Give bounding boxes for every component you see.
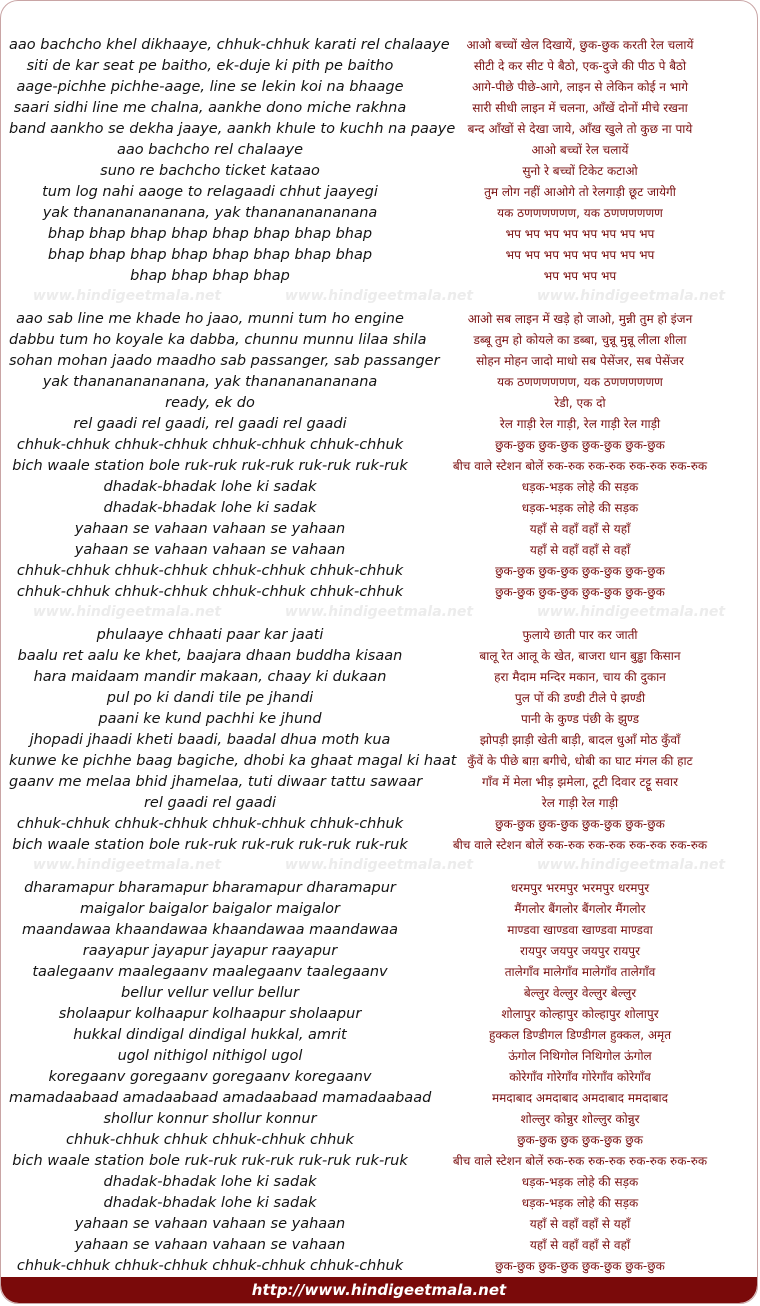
- lyric-line: [1, 393, 757, 414]
- lyric-hindi: बालू रेत आलू के खेत, बाजरा धान बुड्ढा किसान: [479, 649, 681, 663]
- lyric-hindi: बीच वाले स्टेशन बोलें रुक-रुक रुक-रुक रुक-रुक रुक-रुक: [452, 1154, 708, 1168]
- lyric-hindi: यक ठणणणणणण, यक ठणणणणणण: [497, 206, 663, 220]
- lyric-hindi: कोरेगाँव गोरेगाँव गोरेगाँव कोरेगाँव: [509, 1070, 651, 1084]
- lyric-roman: maigalor baigalor baigalor maigalor: [80, 901, 340, 917]
- lyric-hindi: यहाँ से वहाँ वहाँ से वहाँ: [529, 1238, 631, 1252]
- lyric-roman: dabbu tum ho koyale ka dabba, chunnu munnu lilaa shila: [9, 332, 427, 348]
- stanza-gap: [1, 287, 757, 309]
- watermark-text: www.hindigeetmala.net: [536, 857, 726, 873]
- lyric-line: [1, 1088, 757, 1109]
- lyric-line: [1, 1046, 757, 1067]
- lyric-line: [1, 56, 757, 77]
- lyric-line: [1, 1067, 757, 1088]
- lyric-roman: ready, ek do: [165, 395, 255, 411]
- lyric-hindi: सोहन मोहन जादो माधो सब पेसेंजर, सब पेसेंजर: [476, 354, 684, 368]
- lyric-roman: baalu ret aalu ke khet, baajara dhaan buddha kisaan: [17, 648, 403, 664]
- lyric-roman: aao sab line me khade ho jaao, munni tum ho engine: [16, 311, 404, 327]
- lyric-line: [1, 245, 757, 266]
- lyric-line: [1, 224, 757, 245]
- lyric-line: [1, 793, 757, 814]
- watermark-text: www.hindigeetmala.net: [32, 288, 222, 304]
- watermark-text: www.hindigeetmala.net: [32, 604, 222, 620]
- lyrics-body: [1, 35, 757, 1277]
- lyric-roman: paani ke kund pachhi ke jhund: [98, 711, 322, 727]
- lyric-hindi: मैंगलोर बैंगलोर बैंगलोर मैंगलोर: [514, 902, 646, 916]
- lyric-roman: saari sidhi line me chalna, aankhe dono miche rakhna: [13, 100, 407, 116]
- lyric-line: [1, 878, 757, 899]
- lyric-line: [1, 709, 757, 730]
- lyric-roman: sholaapur kolhaapur kolhaapur sholaapur: [58, 1006, 362, 1022]
- lyric-line: [1, 266, 757, 287]
- lyric-line: [1, 119, 757, 140]
- watermark-text: www.hindigeetmala.net: [536, 288, 726, 304]
- lyric-roman: bich waale station bole ruk-ruk ruk-ruk ruk-ruk ruk-ruk: [12, 837, 408, 853]
- lyric-line: [1, 309, 757, 330]
- lyric-roman: shollur konnur shollur konnur: [103, 1111, 317, 1127]
- lyric-roman: kunwe ke pichhe baag bagiche, dhobi ka ghaat magal ki haat: [9, 753, 457, 769]
- lyric-line: [1, 203, 757, 224]
- lyric-hindi: छुक-छुक छुक-छुक छुक-छुक छुक-छुक: [495, 817, 665, 831]
- lyric-line: [1, 35, 757, 56]
- lyric-hindi: ऊंगोल निथिगोल निथिगोल ऊंगोल: [508, 1049, 652, 1063]
- watermark-text: www.hindigeetmala.net: [536, 604, 726, 620]
- lyric-hindi: सारी सीधी लाइन में चलना, आँखें दोनों मीचे रखना: [472, 101, 688, 115]
- lyric-roman: chhuk-chhuk chhuk chhuk-chhuk chhuk: [66, 1132, 354, 1148]
- lyric-line: [1, 561, 757, 582]
- lyric-roman: yak thanananananana, yak thanananananana: [42, 205, 378, 221]
- lyric-hindi: रेडी, एक दो: [554, 396, 606, 410]
- lyric-hindi: आओ सब लाइन में खड़े हो जाओ, मुन्नी तुम हो इंजन: [467, 312, 693, 326]
- lyric-roman: bhap bhap bhap bhap bhap bhap bhap bhap: [47, 226, 373, 242]
- lyric-hindi: धरमपुर भरमपुर भरमपुर धरमपुर: [510, 881, 650, 895]
- lyric-hindi: डब्बू तुम हो कोयले का डब्बा, चुन्नू मुन्नू लीला शीला: [473, 333, 687, 347]
- lyric-roman: raayapur jayapur jayapur raayapur: [82, 943, 338, 959]
- lyric-hindi: बेल्लुर वेल्लुर वेल्लुर बेल्लुर: [523, 986, 637, 1000]
- lyric-roman: dhadak-bhadak lohe ki sadak: [103, 1174, 317, 1190]
- lyric-roman: jhopadi jhaadi kheti baadi, baadal dhua moth kua: [29, 732, 391, 748]
- lyric-roman: siti de kar seat pe baitho, ek-duje ki pith pe baitho: [26, 58, 394, 74]
- footer-url-bar[interactable]: [1, 1277, 757, 1303]
- lyric-hindi: रेल गाड़ी रेल गाड़ी, रेल गाड़ी रेल गाड़ी: [499, 417, 661, 431]
- lyric-roman: bhap bhap bhap bhap: [130, 268, 290, 284]
- lyric-roman: chhuk-chhuk chhuk-chhuk chhuk-chhuk chhuk-chhuk: [16, 563, 404, 579]
- lyric-hindi: हरा मैदाम मन्दिर मकान, चाय की दुकान: [494, 670, 666, 684]
- watermark-text: www.hindigeetmala.net: [32, 857, 222, 873]
- lyric-roman: sohan mohan jaado maadho sab passanger, sab passanger: [9, 353, 440, 369]
- watermark-text: www.hindigeetmala.net: [284, 604, 474, 620]
- lyric-hindi: धड़क-भड़क लोहे की सड़क: [521, 480, 639, 494]
- lyric-hindi: रेल गाड़ी रेल गाड़ी: [541, 796, 619, 810]
- lyric-roman: maandawaa khaandawaa khaandawaa maandawaa: [22, 922, 398, 938]
- lyric-line: [1, 182, 757, 203]
- lyric-roman: bich waale station bole ruk-ruk ruk-ruk ruk-ruk ruk-ruk: [12, 1153, 408, 1169]
- lyric-hindi: आओ बच्चों रेल चलायें: [531, 143, 629, 157]
- lyric-roman: yahaan se vahaan vahaan se yahaan: [74, 1216, 346, 1232]
- lyric-hindi: यहाँ से वहाँ वहाँ से यहाँ: [529, 522, 631, 536]
- lyric-line: [1, 1004, 757, 1025]
- lyric-roman: suno re bachcho ticket kataao: [100, 163, 320, 179]
- lyric-line: [1, 941, 757, 962]
- lyric-line: [1, 751, 757, 772]
- lyric-roman: gaanv me melaa bhid jhamelaa, tuti diwaar tattu sawaar: [9, 774, 423, 790]
- lyric-line: [1, 983, 757, 1004]
- stanza: [1, 625, 757, 856]
- lyric-line: [1, 1025, 757, 1046]
- lyric-roman: koregaanv goregaanv goregaanv koregaanv: [48, 1069, 372, 1085]
- lyric-hindi: छुक-छुक छुक-छुक छुक-छुक छुक-छुक: [495, 564, 665, 578]
- lyric-roman: bellur vellur vellur bellur: [121, 985, 299, 1001]
- stanza: [1, 35, 757, 287]
- lyric-line: [1, 330, 757, 351]
- lyric-roman: rel gaadi rel gaadi: [143, 795, 277, 811]
- lyric-hindi: बन्द आँखों से देखा जाये, आँख खुले तो कुछ ना पाये: [467, 122, 693, 136]
- lyric-roman: mamadaabaad amadaabaad amadaabaad mamadaabaad: [9, 1090, 432, 1106]
- lyric-hindi: यहाँ से वहाँ वहाँ से यहाँ: [529, 1217, 631, 1231]
- lyric-line: [1, 540, 757, 561]
- lyric-hindi: आओ बच्चों खेल दिखायें, छुक-छुक करती रेल चलायें: [466, 38, 694, 52]
- footer-url[interactable]: http://www.hindigeetmala.net: [251, 1281, 507, 1299]
- lyric-line: [1, 435, 757, 456]
- stanza-gap: [1, 603, 757, 625]
- lyric-roman: bich waale station bole ruk-ruk ruk-ruk ruk-ruk ruk-ruk: [12, 458, 408, 474]
- lyric-roman: pul po ki dandi tile pe jhandi: [106, 690, 314, 706]
- lyric-line: [1, 372, 757, 393]
- lyric-roman: dhadak-bhadak lohe ki sadak: [103, 1195, 317, 1211]
- lyric-hindi: यक ठणणणणणण, यक ठणणणणणण: [497, 375, 663, 389]
- lyric-roman: dhadak-bhadak lohe ki sadak: [103, 500, 317, 516]
- lyric-roman: hukkal dindigal dindigal hukkal, amrit: [73, 1027, 347, 1043]
- lyric-hindi: झोपड़ी झाड़ी खेती बाड़ी, बादल धुआँ मोठ कुँवाँ: [479, 733, 681, 747]
- lyric-roman: hara maidaam mandir makaan, chaay ki dukaan: [33, 669, 387, 685]
- lyric-line: [1, 519, 757, 540]
- lyric-roman: tum log nahi aaoge to relagaadi chhut jaayegi: [42, 184, 378, 200]
- lyric-line: [1, 140, 757, 161]
- lyric-hindi: धड़क-भड़क लोहे की सड़क: [521, 1196, 639, 1210]
- lyric-hindi: माण्डवा खाण्डवा खाण्डवा माण्डवा: [507, 923, 653, 937]
- lyric-hindi: बीच वाले स्टेशन बोलें रुक-रुक रुक-रुक रुक-रुक रुक-रुक: [452, 838, 708, 852]
- lyric-roman: phulaaye chhaati paar kar jaati: [96, 627, 324, 643]
- watermark-text: www.hindigeetmala.net: [284, 857, 474, 873]
- lyric-hindi: छुक-छुक छुक छुक-छुक छुक: [517, 1133, 643, 1147]
- lyric-hindi: छुक-छुक छुक-छुक छुक-छुक छुक-छुक: [495, 585, 665, 599]
- lyric-line: [1, 582, 757, 603]
- lyric-line: [1, 920, 757, 941]
- lyric-roman: ugol nithigol nithigol ugol: [117, 1048, 303, 1064]
- lyric-line: [1, 351, 757, 372]
- lyric-hindi: धड़क-भड़क लोहे की सड़क: [521, 501, 639, 515]
- lyric-roman: aage-pichhe pichhe-aage, line se lekin koi na bhaage: [16, 79, 404, 95]
- lyric-line: [1, 688, 757, 709]
- lyric-hindi: भप भप भप भप: [543, 269, 617, 283]
- lyric-line: [1, 1130, 757, 1151]
- lyric-line: [1, 772, 757, 793]
- lyric-roman: chhuk-chhuk chhuk-chhuk chhuk-chhuk chhuk-chhuk: [16, 584, 404, 600]
- lyric-hindi: आगे-पीछे पीछे-आगे, लाइन से लेकिन कोई न भागे: [471, 80, 689, 94]
- lyric-line: [1, 730, 757, 751]
- lyric-hindi: तालेगाँव मालेगाँव मालेगाँव तालेगाँव: [504, 965, 656, 979]
- lyric-line: [1, 1172, 757, 1193]
- lyric-hindi: फुलाये छाती पार कर जाती: [522, 628, 638, 642]
- lyric-hindi: गाँव में मेला भीड़ झमेला, टूटी दिवार टट्टू सवार: [481, 775, 678, 789]
- lyric-roman: taalegaanv maalegaanv maalegaanv taalegaanv: [32, 964, 388, 980]
- lyric-hindi: पुल पों की डण्डी टीले पे झण्डी: [514, 691, 646, 705]
- lyric-roman: yahaan se vahaan vahaan se vahaan: [74, 542, 346, 558]
- lyric-roman: chhuk-chhuk chhuk-chhuk chhuk-chhuk chhuk-chhuk: [16, 1258, 404, 1274]
- lyric-line: [1, 646, 757, 667]
- lyric-hindi: छुक-छुक छुक-छुक छुक-छुक छुक-छुक: [495, 438, 665, 452]
- lyric-hindi: यहाँ से वहाँ वहाँ से वहाँ: [529, 543, 631, 557]
- lyric-hindi: सुनो रे बच्चों टिकेट कटाओ: [522, 164, 638, 178]
- lyric-roman: bhap bhap bhap bhap bhap bhap bhap bhap: [47, 247, 373, 263]
- lyric-line: [1, 814, 757, 835]
- lyric-roman: chhuk-chhuk chhuk-chhuk chhuk-chhuk chhuk-chhuk: [16, 816, 404, 832]
- lyric-line: [1, 498, 757, 519]
- lyric-line: [1, 1256, 757, 1277]
- watermark-text: www.hindigeetmala.net: [284, 288, 474, 304]
- lyric-line: [1, 161, 757, 182]
- lyric-roman: aao bachcho khel dikhaaye, chhuk-chhuk karati rel chalaaye: [9, 37, 450, 53]
- lyric-line: [1, 625, 757, 646]
- lyric-hindi: बीच वाले स्टेशन बोलें रुक-रुक रुक-रुक रुक-रुक रुक-रुक: [452, 459, 708, 473]
- lyric-line: [1, 1193, 757, 1214]
- lyric-hindi: ममदाबाद अमदाबाद अमदाबाद ममदाबाद: [491, 1091, 669, 1105]
- lyric-roman: yak thanananananana, yak thanananananana: [42, 374, 378, 390]
- lyric-roman: dhadak-bhadak lohe ki sadak: [103, 479, 317, 495]
- lyric-hindi: शोलापुर कोल्हापुर कोल्हापुर शोलापुर: [501, 1007, 659, 1021]
- lyric-roman: aao bachcho rel chalaaye: [116, 142, 303, 158]
- lyric-hindi: धड़क-भड़क लोहे की सड़क: [521, 1175, 639, 1189]
- lyric-line: [1, 835, 757, 856]
- lyric-hindi: भप भप भप भप भप भप भप भप: [505, 248, 655, 262]
- lyric-line: [1, 456, 757, 477]
- lyric-hindi: तुम लोग नहीं आओगे तो रेलगाड़ी छूट जायेगी: [484, 185, 676, 199]
- lyric-line: [1, 414, 757, 435]
- lyric-roman: yahaan se vahaan vahaan se vahaan: [74, 1237, 346, 1253]
- lyric-line: [1, 899, 757, 920]
- lyric-roman: rel gaadi rel gaadi, rel gaadi rel gaadi: [73, 416, 347, 432]
- lyric-hindi: शोल्लुर कोन्नुर शोल्लुर कोन्नुर: [520, 1112, 640, 1126]
- lyric-hindi: रायपुर जयपुर जयपुर रायपुर: [519, 944, 641, 958]
- lyric-hindi: हुक्कल डिण्डीगल डिण्डीगल हुक्कल, अमृत: [488, 1028, 672, 1042]
- lyric-line: [1, 962, 757, 983]
- lyric-hindi: कुँवें के पीछे बाग़ बगीचे, धोबी का घाट मंगल की हाट: [467, 754, 693, 768]
- stanza-gap: [1, 856, 757, 878]
- lyric-line: [1, 477, 757, 498]
- lyric-roman: chhuk-chhuk chhuk-chhuk chhuk-chhuk chhuk-chhuk: [16, 437, 404, 453]
- stanza: [1, 878, 757, 1277]
- lyric-line: [1, 77, 757, 98]
- lyric-line: [1, 1235, 757, 1256]
- lyric-roman: yahaan se vahaan vahaan se yahaan: [74, 521, 346, 537]
- lyric-line: [1, 1109, 757, 1130]
- lyric-roman: band aankho se dekha jaaye, aankh khule to kuchh na paaye: [9, 121, 456, 137]
- lyric-line: [1, 667, 757, 688]
- lyric-hindi: छुक-छुक छुक-छुक छुक-छुक छुक-छुक: [495, 1259, 665, 1273]
- lyric-line: [1, 1151, 757, 1172]
- lyric-roman: dharamapur bharamapur bharamapur dharamapur: [24, 880, 396, 896]
- lyric-hindi: सीटी दे कर सीट पे बैठो, एक-दुजे की पीठ पे बैठो: [473, 59, 687, 73]
- lyric-hindi: पानी के कुण्ड पंछी के झुण्ड: [520, 712, 640, 726]
- lyric-hindi: भप भप भप भप भप भप भप भप: [505, 227, 655, 241]
- lyric-line: [1, 1214, 757, 1235]
- stanza: [1, 309, 757, 603]
- lyric-line: [1, 98, 757, 119]
